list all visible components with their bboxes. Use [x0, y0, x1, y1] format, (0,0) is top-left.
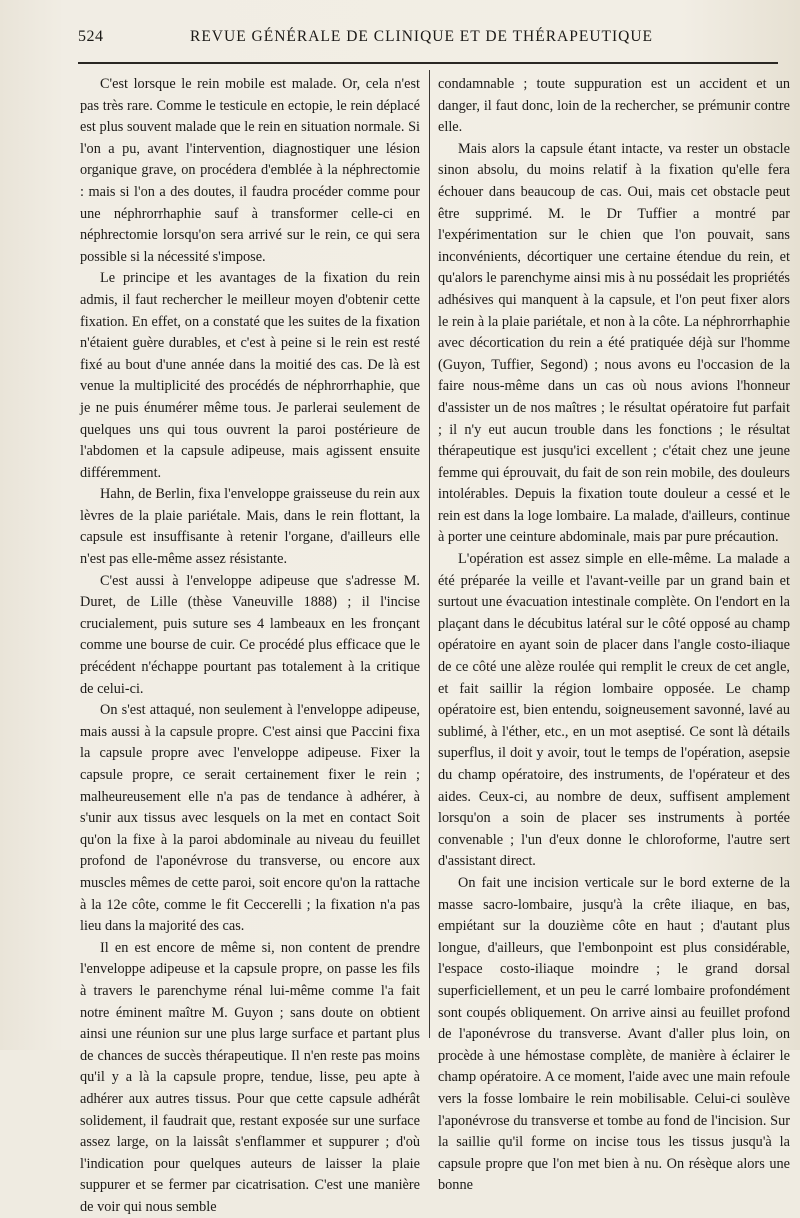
column-divider — [429, 70, 430, 1038]
paragraph-continued: condamnable ; toute suppuration est un accident et un danger, il faut donc, loin de la rechercher, se prémunir contre elle. — [438, 76, 790, 136]
paragraph: Le principe et les avantages de la fixation du rein admis, il faut rechercher le meilleur moyen d'obtenir cette fixation. En effet, on a constaté que les suites de la fixation n'étaient guère durables, et c'est à peine si le rein est resté fixé au bout d'une année dans la moitié des cas. De là est venue la multiplicité des procédés de néphrorrhaphie, que je ne puis énumérer même tous. Je parlerai seulement de quelques uns qui tous ouvrent la paroi postérieure de l'abdomen et la capsule adipeuse, mais agissent ensuite différemment. — [80, 270, 420, 481]
paragraph: C'est aussi à l'enveloppe adipeuse que s'adresse M. Duret, de Lille (thèse Vaneuville 1888) ; il l'incise crucialement, puis suture ses 4 lambeaux en les fronçant comme une bourse de cuir. Ce procédé plus efficace que le précédent n'échappe pourtant pas totalement à la critique de celui-ci. — [80, 572, 420, 697]
header-rule — [78, 62, 778, 64]
running-title: REVUE GÉNÉRALE DE CLINIQUE ET DE THÉRAPEUTIQUE — [190, 28, 654, 45]
left-column — [80, 74, 420, 1218]
paragraph: On s'est attaqué, non seulement à l'enveloppe adipeuse, mais aussi à la capsule propre. C'est ainsi que Paccini fixa la capsule propre avec l'enveloppe adipeuse. Fixer la capsule propre, ce serait certainement fixer le rein ; malheureusement elle n'a pas de tendance à adhérer, à s'unir aux tissus avec lesquels on la met en contact Soit qu'on la fixe à la paroi abdominale au niveau du feuillet profond de l'aponévrose du transverse, ou encore aux muscles mêmes de cette paroi, soit encore qu'on la rattache à la 12e côte, comme le fit Ceccerelli ; la fixation n'a pas lieu dans la majorité des cas. — [80, 702, 420, 935]
page-header — [78, 28, 790, 58]
paragraph: Hahn, de Berlin, fixa l'enveloppe graisseuse du rein aux lèvres de la plaie pariétale. Mais, dans le rein flottant, la capsule est insuffisante à retenir l'organe, d'ailleurs elle n'est pas elle-même assez résistante. — [80, 486, 420, 568]
right-column — [438, 74, 790, 1197]
paragraph: C'est lorsque le rein mobile est malade. Or, cela n'est pas très rare. Comme le testicule en ectopie, le rein déplacé est plus souvent malade que le rein en situation normale. Si l'on a pu, avant l'intervention, diagnostiquer une lésion organique grave, on procédera d'emblée à la néphrectomie : mais si l'on a des doutes, il faudra procéder comme pour une néphrorrhaphie sauf à transformer celle-ci en néphrectomie lorsqu'on sera arrivé sur le rein, ce qui sera possible si la nécessité s'impose. — [80, 76, 420, 265]
paragraph: L'opération est assez simple en elle-même. La malade a été préparée la veille et l'avant-veille par un grand bain et surtout une évacuation intestinale complète. On l'endort en la plaçant dans le décubitus latéral sur le côté opposé au champ opératoire en ayant soin de placer dans l'angle costo-iliaque de ce côté une alèze roulée qui remplit le creux de cet angle, et fait saillir la région lombaire opposée. Le champ opératoire est, bien entendu, soigneusement savonné, lavé au sublimé, à l'éther, etc., en un mot aseptisé. Ce sont là détails superflus, il doit y avoir, tout le temps de l'opération, asepsie du champ opératoire, des instruments, de l'opérateur et des aides. Ceux-ci, au nombre de deux, suffisent amplement lorsqu'on a soin de placer ses instruments à portée convenable ; l'un d'eux donne le chloroforme, l'autre sert d'assistant direct. — [438, 551, 790, 870]
paragraph: Mais alors la capsule étant intacte, va rester un obstacle sinon absolu, du moins relatif à la fixation qu'elle fera échouer dans beaucoup de cas. Oui, mais cet obstacle peut être supprimé. M. le Dr Tuffier a montré par l'expérimentation sur le chien que l'on pouvait, sans inconvénients, décortiquer une certaine étendue du rein, et qu'alors le parenchyme ainsi mis à nu possédait les propriétés adhésives qui manquent à la capsule, et l'on peut fixer alors le rein à la plaie pariétale, et non à la côte. La néphrorrhaphie avec décortication du rein a été pratiquée déjà sur l'homme (Guyon, Tuffier, Segond) ; nous avons eu l'occasion de la faire nous-même dans un cas où nous avions l'honneur d'assister un de nos maîtres ; le résultat opératoire fut parfait ; il n'y eut aucun trouble dans les fonctions ; le résultat thérapeutique est jusqu'ici excellent ; c'était chez une jeune femme qui éprouvait, du fait de son rein mobile, des douleurs intolérables. Depuis la fixation toute douleur a cessé et le rein est dans la loge lombaire. La malade, d'ailleurs, continue à porter une ceinture abdominale, mais par pure précaution. — [438, 140, 790, 546]
page-number: 524 — [78, 28, 104, 45]
paragraph: Il en est encore de même si, non content de prendre l'enveloppe adipeuse et la capsule propre, on passe les fils à travers le parenchyme rénal lui-même comme l'a fait notre éminent maître M. Guyon ; sans doute on obtient ainsi une réunion sur une plus large surface et partant plus de chances de succès thérapeutique. Il n'en reste pas moins qu'il y a là la capsule propre, tendue, lisse, peu apte à adhérer aux autres tissus. Pour que cette capsule adhérât solidement, il faudrait que, restant exposée sur une surface assez large, on la laissât s'enflammer et suppurer ; d'où l'indication pour quelques auteurs de laisser la plaie suppurer et se fermer par cicatrisation. C'est une manière de voir qui nous semble — [80, 939, 420, 1215]
paragraph: On fait une incision verticale sur le bord externe de la masse sacro-lombaire, jusqu'à la crête iliaque, en bas, empiétant sur la douzième côte en haut ; d'autant plus longue, d'ailleurs, que l'embonpoint est plus considérable, l'espace costo-iliaque moindre ; le grand dorsal superficiellement, et un peu le carré lombaire profondément sont coupés obliquement. On arrive ainsi au feuillet profond de l'aponévrose du transverse. Avant d'aller plus loin, on procède à une hémostase complète, de manière à éclairer le champ opératoire. A ce moment, l'aide avec une main refoule vers la fosse lombaire le rein mobilisable. Celui-ci soulève l'aponévrose du transverse et tombe au fond de l'incision. Sur la saillie qu'il forme on incise tous les tissus jusqu'à la capsule propre que l'on met bien à nu. On résèque alors une bonne — [438, 874, 790, 1194]
